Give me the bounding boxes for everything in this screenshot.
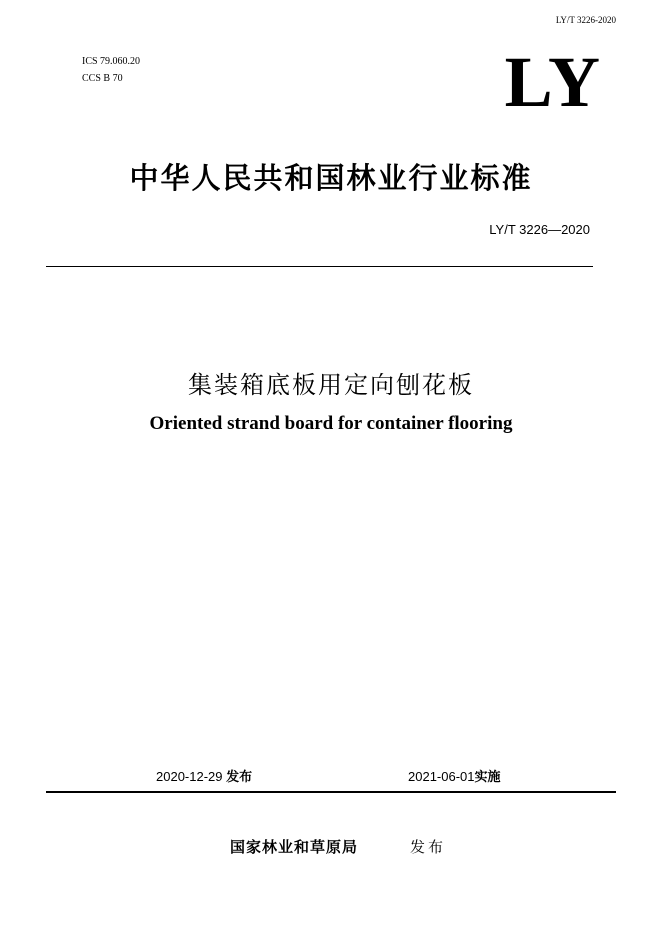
organization-title: 中华人民共和国林业行业标准 xyxy=(129,161,533,195)
implementation-date-line xyxy=(408,766,501,785)
issue-label: 发布 xyxy=(226,770,253,785)
document-title-en: Oriented strand board for container flooring xyxy=(149,413,513,434)
issue-date-line xyxy=(156,766,252,785)
ccs-code: CCS B 70 xyxy=(82,73,123,84)
header-standard-code: LY/T 3226-2020 xyxy=(555,15,616,25)
document-title-zh: 集装箱底板用定向刨花板 xyxy=(188,371,474,399)
ics-code: ICS 79.060.20 xyxy=(82,56,141,67)
issue-date: 2020-12-29 xyxy=(156,769,223,784)
implementation-label: 实施 xyxy=(474,770,501,785)
publisher-name: 国家林业和草原局 xyxy=(230,838,359,856)
ly-logo: LY xyxy=(504,42,602,122)
standard-number: LY/T 3226—2020 xyxy=(489,222,590,237)
implementation-date: 2021-06-01 xyxy=(408,769,475,784)
bottom-divider xyxy=(46,791,616,793)
publish-label: 发布 xyxy=(410,838,447,856)
top-divider xyxy=(46,266,593,267)
